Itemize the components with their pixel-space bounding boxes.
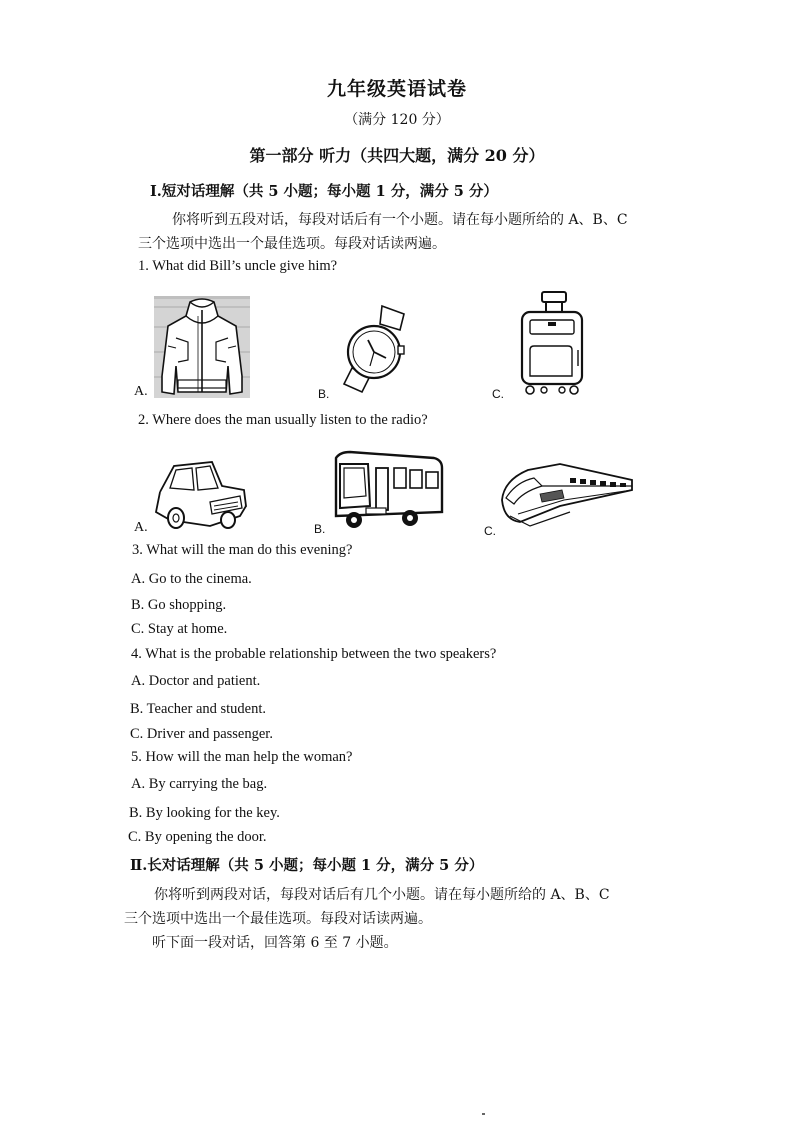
q2-option-a-label: A.: [134, 520, 148, 535]
q4-option-b: B. Teacher and student.: [130, 701, 267, 717]
part-heading: 第一部分 听力（共四大题，满分 20 分）: [249, 146, 545, 165]
section1-instruction-line1: 你将听到五段对话，每段对话后有一个小题。请在每小题所给的 A、B、C: [172, 212, 628, 228]
suitcase-icon: [518, 290, 586, 396]
question-1: 1. What did Bill’s uncle give him?: [138, 258, 338, 274]
q4-option-a: A. Doctor and patient.: [131, 673, 261, 689]
exam-subtitle: （满分 120 分）: [344, 112, 450, 128]
q4-option-c: C. Driver and passenger.: [130, 726, 273, 742]
section1-instruction-line2: 三个选项中选出一个最佳选项。每段对话读两遍。: [138, 236, 446, 252]
q3-option-a: A. Go to the cinema.: [131, 571, 252, 587]
car-icon: [150, 456, 250, 530]
section2-instruction-line3: 听下面一段对话，回答第 6 至 7 小题。: [152, 935, 398, 951]
q3-option-c: C. Stay at home.: [131, 621, 228, 637]
q1-option-b-label: B.: [318, 387, 330, 401]
scan-speck: [482, 1113, 485, 1115]
train-icon: [500, 460, 636, 530]
jacket-icon: [154, 296, 250, 398]
section1-heading: Ⅰ.短对话理解（共 5 小题；每小题 1 分，满分 5 分）: [150, 183, 498, 200]
q1-option-c-label: C.: [492, 387, 504, 401]
question-4: 4. What is the probable relationship between the two speakers?: [131, 646, 497, 662]
question-3: 3. What will the man do this evening?: [132, 542, 353, 558]
section2-instruction-line2: 三个选项中选出一个最佳选项。每段对话读两遍。: [124, 911, 432, 927]
q3-option-b: B. Go shopping.: [131, 597, 227, 613]
q2-option-c-label: C.: [484, 524, 496, 538]
q5-option-b: B. By looking for the key.: [129, 805, 280, 821]
question-2: 2. Where does the man usually listen to the radio?: [138, 412, 428, 428]
section2-heading: Ⅱ.长对话理解（共 5 小题；每小题 1 分，满分 5 分）: [130, 857, 484, 874]
exam-title: 九年级英语试卷: [326, 78, 467, 100]
q5-option-c: C. By opening the door.: [128, 829, 267, 845]
q5-option-a: A. By carrying the bag.: [131, 776, 268, 792]
question-5: 5. How will the man help the woman?: [131, 749, 353, 765]
section2-instruction-line1: 你将听到两段对话，每段对话后有几个小题。请在每小题所给的 A、B、C: [154, 887, 610, 903]
bus-icon: [330, 450, 448, 530]
watch-icon: [340, 304, 420, 394]
q2-option-b-label: B.: [314, 522, 326, 536]
q1-option-a-label: A.: [134, 384, 148, 399]
